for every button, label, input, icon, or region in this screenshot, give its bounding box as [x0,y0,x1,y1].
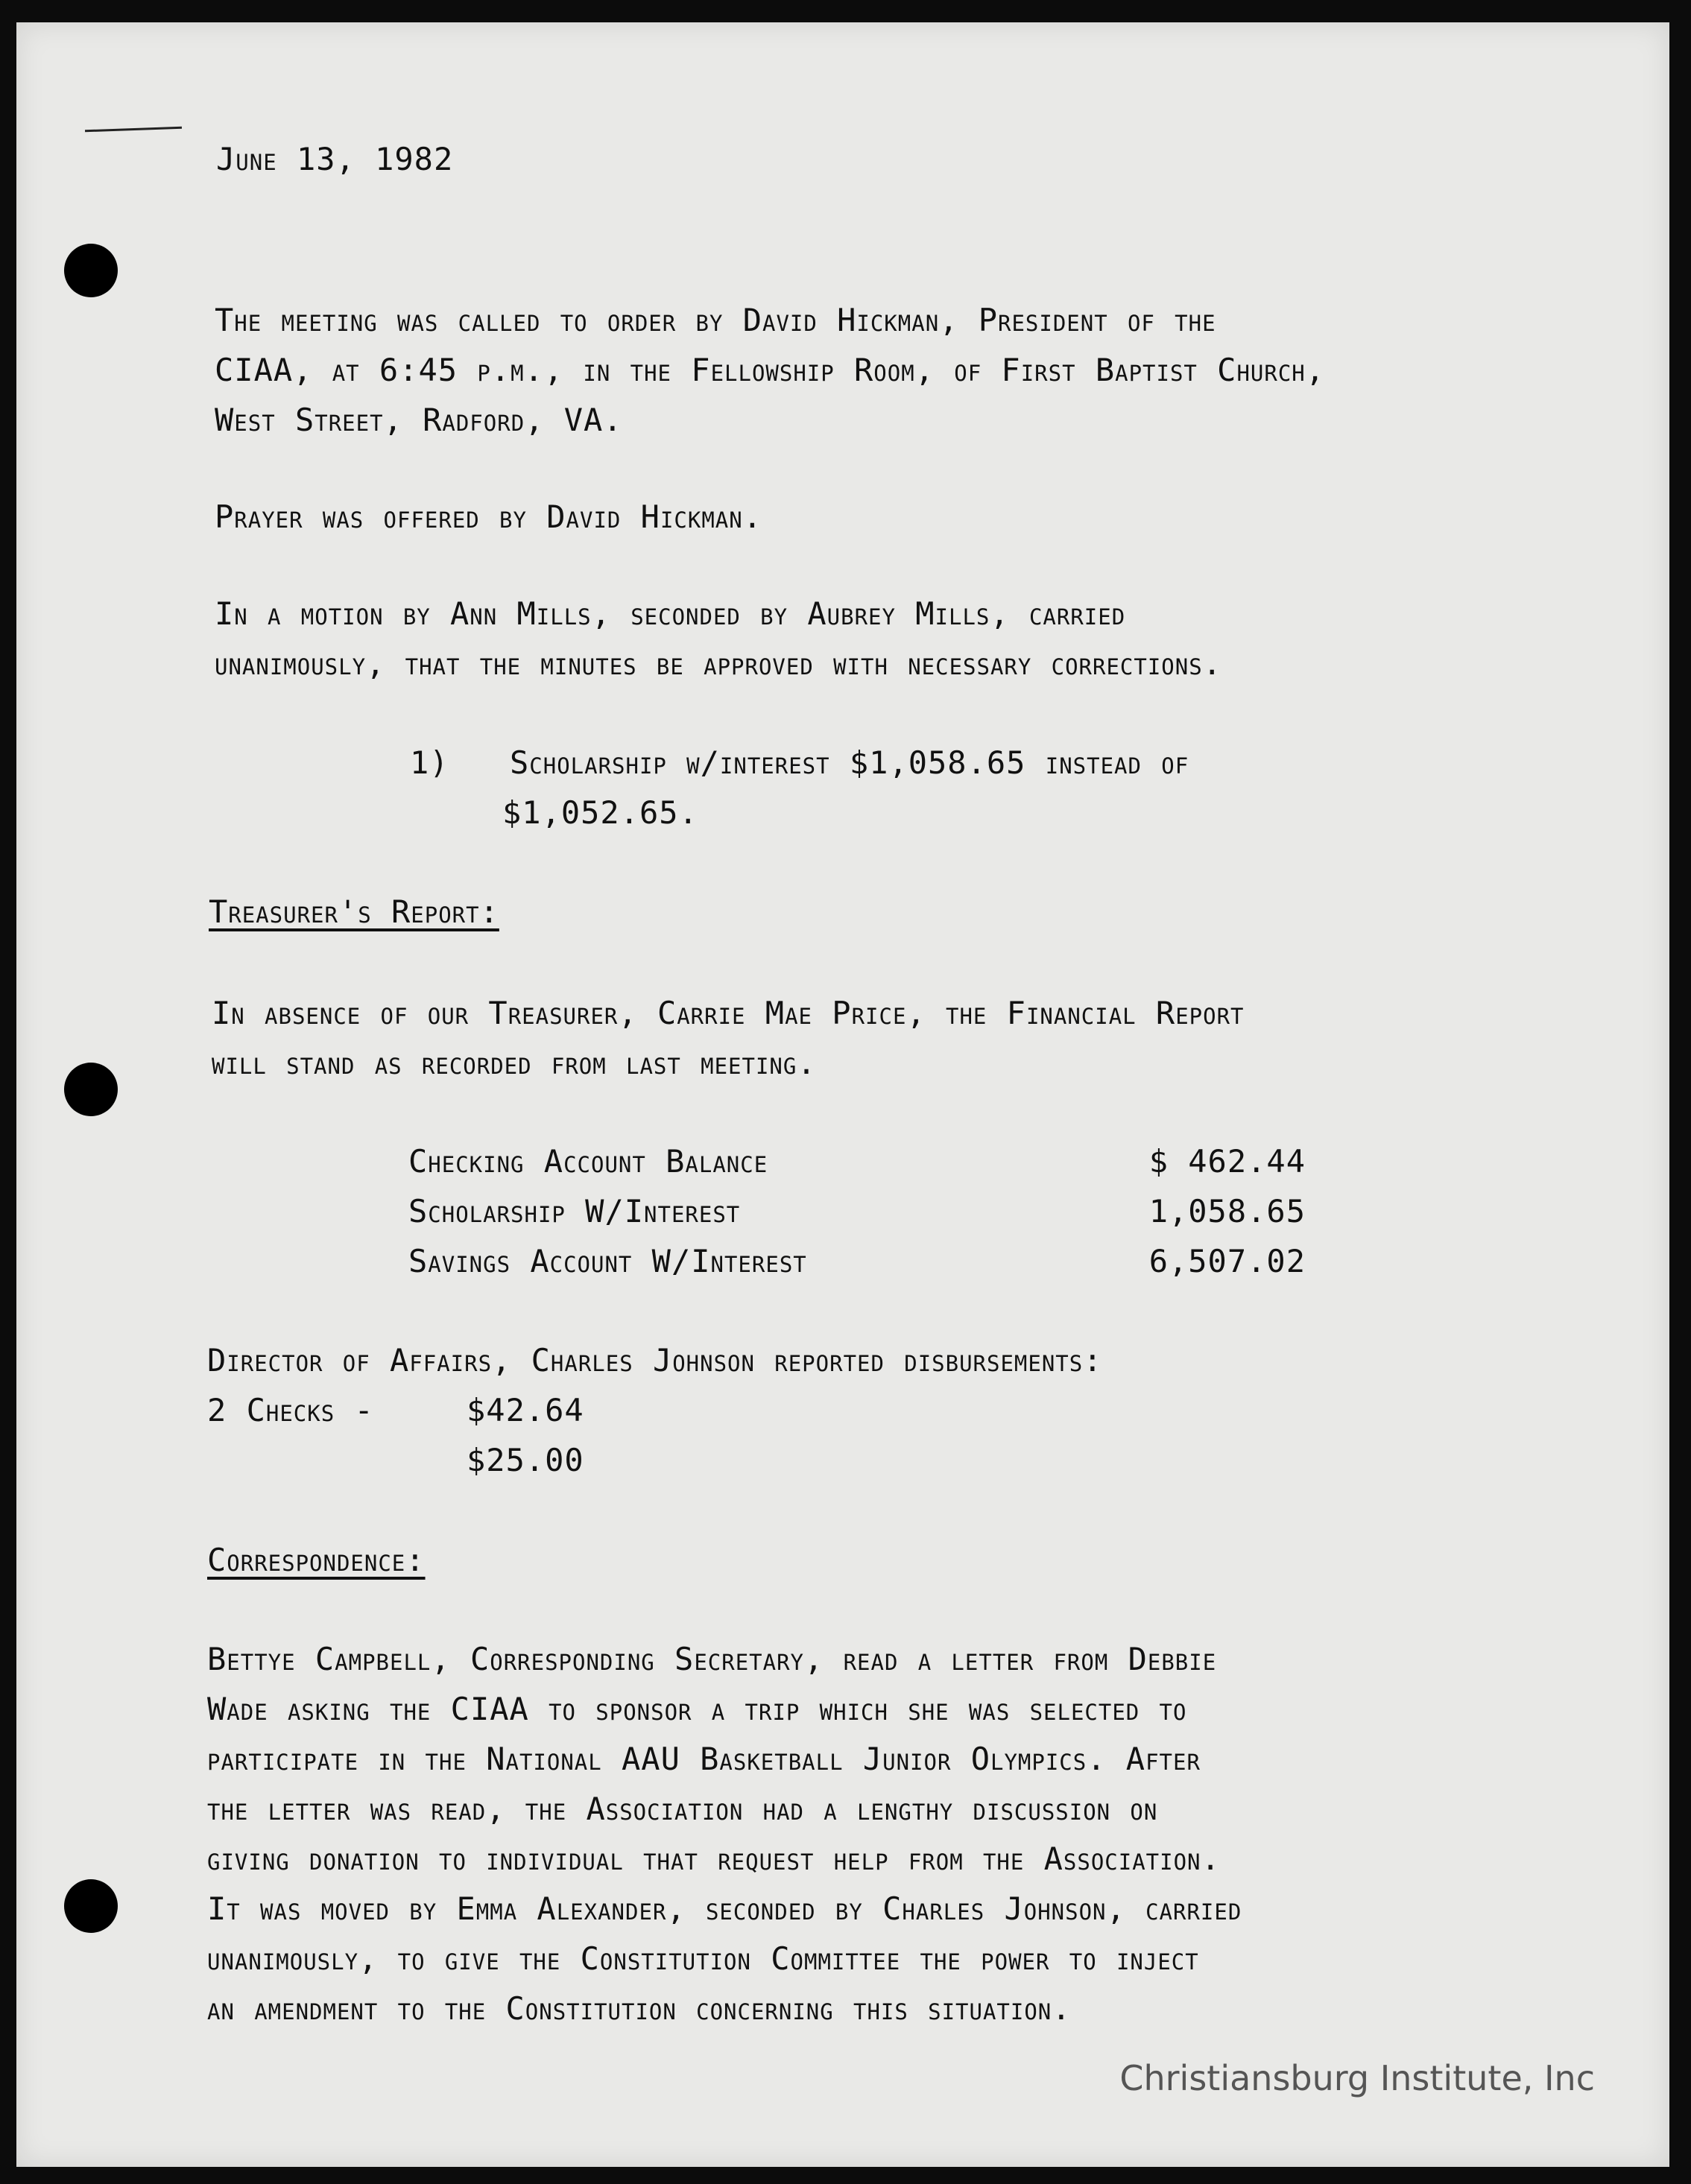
prayer-line: Prayer was offered by David Hickman. [215,498,762,535]
correspondence-line: unanimously, to give the Constitution Committee the power to inject [207,1940,1199,1977]
check-amount: $25.00 [467,1442,584,1478]
disbursements-line: Director of Affairs, Charles Johnson reported disbursements: [207,1342,1103,1379]
document-page [16,22,1669,2167]
punch-hole-top [64,244,118,297]
correction-number: 1) [410,744,449,781]
check-amount: $42.64 [467,1392,584,1428]
account-label: Savings Account W/Interest [408,1243,807,1279]
punch-hole-bottom [64,1879,118,1933]
correction-line: Scholarship w/interest $1,058.65 instead of [510,744,1189,781]
meeting-date: June 13, 1982 [216,141,454,177]
stray-pen-mark [85,127,182,133]
correspondence-heading: Correspondence: [207,1542,426,1578]
correspondence-line: the letter was read, the Association had a lengthy discussion on [207,1791,1158,1827]
treasurer-line: In absence of our Treasurer, Carrie Mae Price, the Financial Report [212,995,1245,1031]
correspondence-line: participate in the National AAU Basketball Junior Olympics. After [207,1741,1201,1777]
treasurer-heading: Treasurer's Report: [209,893,499,930]
opening-line: West Street, Radford, VA. [215,402,623,438]
correspondence-line: giving donation to individual that request help from the Association. [207,1840,1221,1877]
watermark: Christiansburg Institute, Inc [1119,2058,1595,2098]
correspondence-line: Bettye Campbell, Corresponding Secretary, read a letter from Debbie [207,1641,1217,1677]
correspondence-line: It was moved by Emma Alexander, seconded by Charles Johnson, carried [207,1890,1242,1927]
punch-hole-middle [64,1063,118,1116]
account-amount: 1,058.65 [1148,1193,1306,1229]
motion-line: In a motion by Ann Mills, seconded by Aubrey Mills, carried [215,595,1126,632]
motion-line: unanimously, that the minutes be approved with necessary corrections. [215,645,1222,682]
opening-line: The meeting was called to order by David Hickman, President of the [215,302,1216,338]
account-amount: 6,507.02 [1148,1243,1306,1279]
account-label: Scholarship W/Interest [408,1193,741,1229]
account-amount: $ 462.44 [1148,1143,1306,1180]
correspondence-line: Wade asking the CIAA to sponsor a trip which she was selected to [207,1691,1187,1727]
account-label: Checking Account Balance [408,1143,768,1180]
treasurer-line: will stand as recorded from last meeting. [212,1045,817,1081]
checks-label: 2 Checks - [207,1392,374,1428]
correspondence-line: an amendment to the Constitution concerning this situation. [207,1990,1072,2027]
correction-line: $1,052.65. [502,794,698,831]
opening-line: CIAA, at 6:45 p.m., in the Fellowship Room, of First Baptist Church, [215,352,1326,388]
